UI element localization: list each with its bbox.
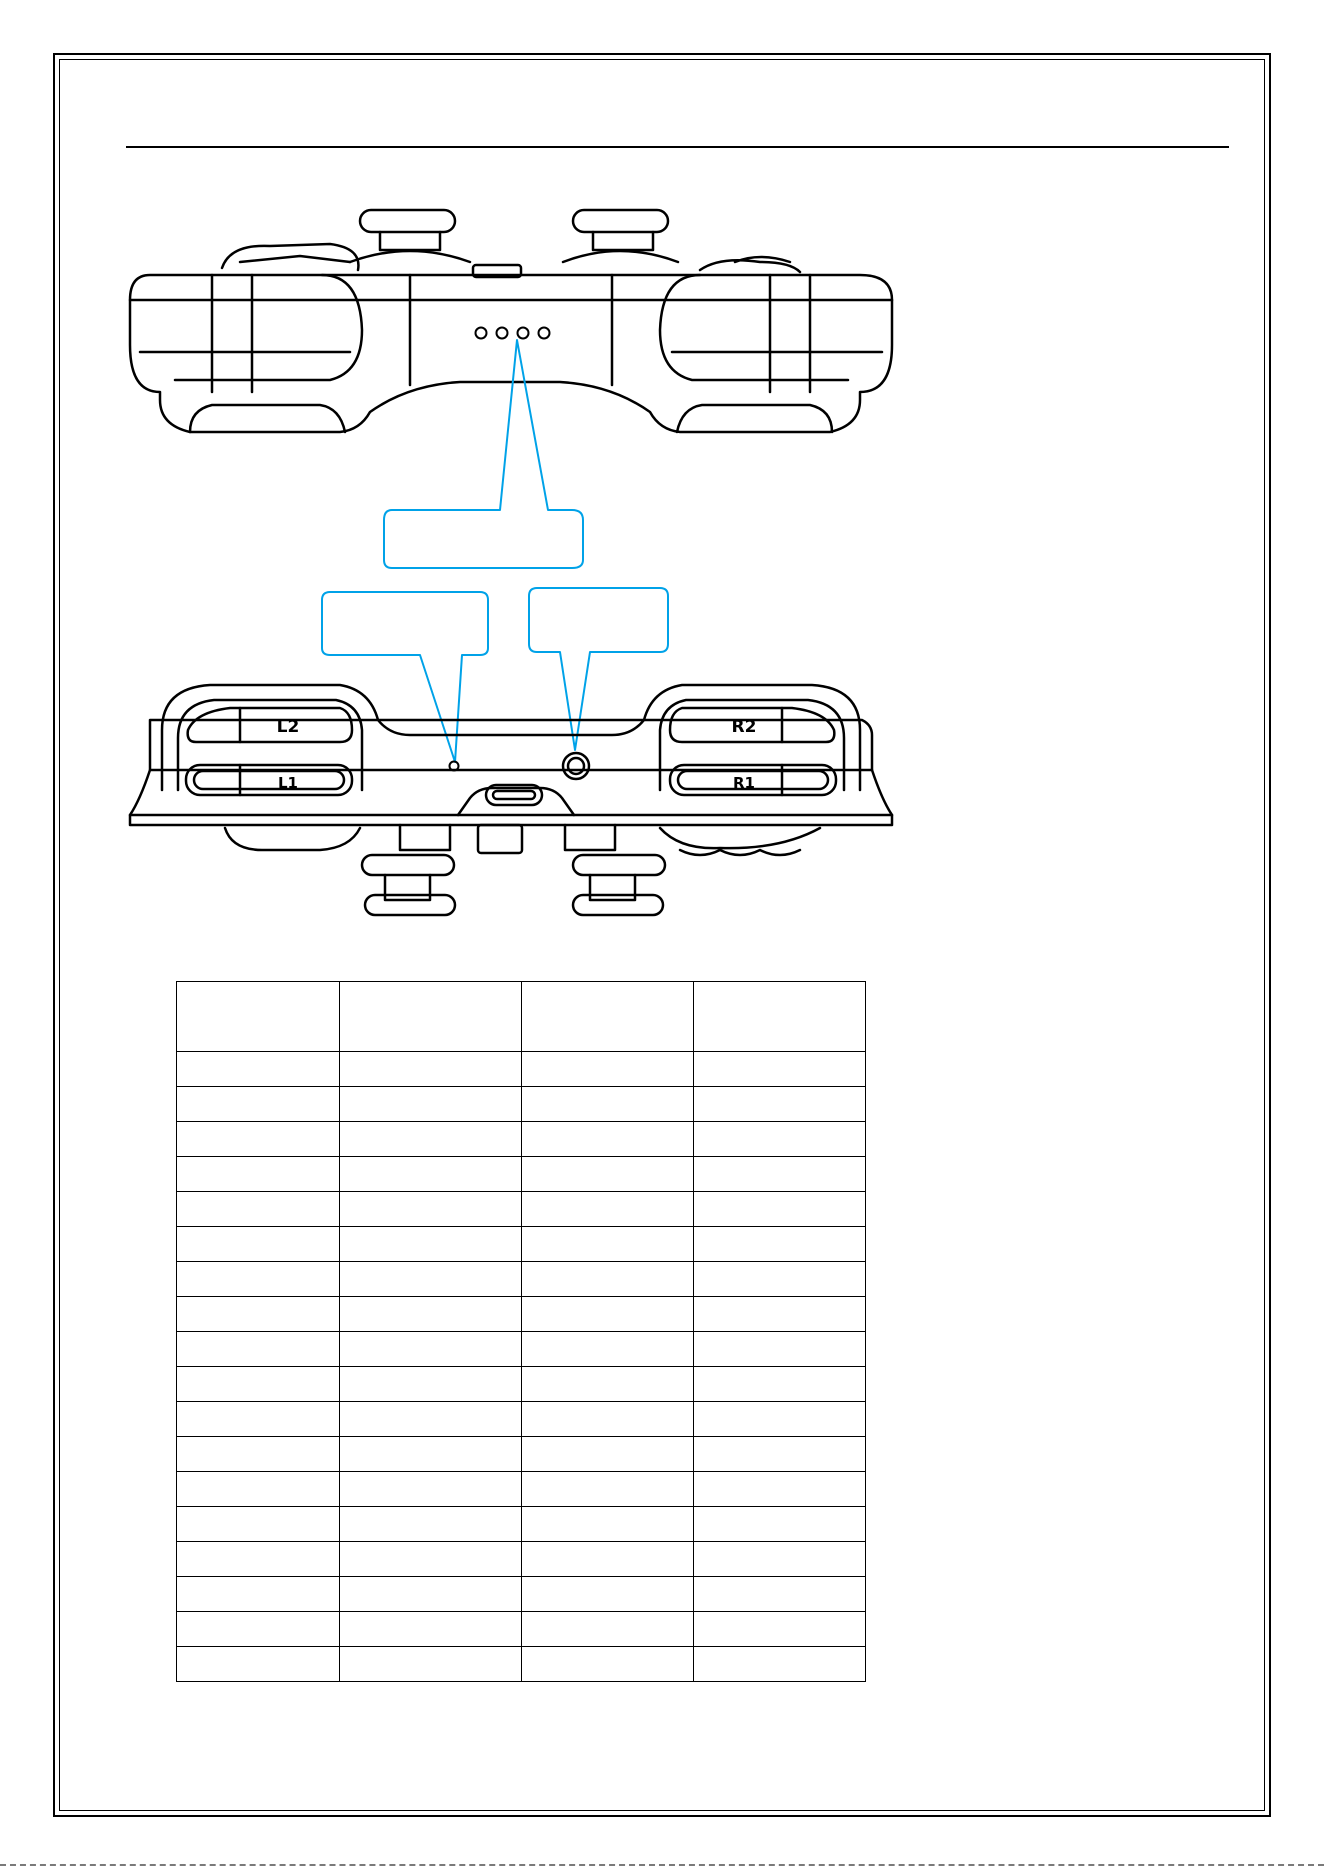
table-cell xyxy=(694,1402,866,1437)
table-row xyxy=(177,1332,866,1367)
table-cell xyxy=(522,1612,694,1647)
table-cell xyxy=(177,1332,340,1367)
l1-label: L1 xyxy=(278,774,298,792)
table-cell xyxy=(340,1577,522,1612)
table-cell xyxy=(694,1052,866,1087)
table-cell xyxy=(340,1157,522,1192)
table-cell xyxy=(177,1612,340,1647)
table-cell xyxy=(522,1647,694,1682)
l2-button[interactable] xyxy=(188,708,352,742)
table-cell xyxy=(177,1507,340,1542)
table-cell xyxy=(177,1227,340,1262)
table-row xyxy=(177,1367,866,1402)
table-cell xyxy=(177,1192,340,1227)
table-cell xyxy=(177,1402,340,1437)
bottom-left-thumbstick xyxy=(362,825,455,915)
table-cell xyxy=(694,1087,866,1122)
r1-label: R1 xyxy=(733,774,755,792)
table-cell xyxy=(694,1472,866,1507)
table-cell xyxy=(694,1612,866,1647)
table-cell xyxy=(177,1437,340,1472)
bottom-right-thumbstick xyxy=(565,825,665,915)
table-row xyxy=(177,1227,866,1262)
right-thumbstick xyxy=(563,210,678,262)
table-cell xyxy=(177,1122,340,1157)
spec-table xyxy=(176,981,866,1682)
callouts xyxy=(322,340,668,762)
table-row xyxy=(177,1122,866,1157)
bottom-right-buttons xyxy=(660,828,820,848)
table-cell xyxy=(694,1647,866,1682)
table-cell xyxy=(522,1472,694,1507)
table-row xyxy=(177,1192,866,1227)
table-cell xyxy=(177,1647,340,1682)
callout-headset-jack xyxy=(529,588,668,750)
led-indicators xyxy=(476,328,550,339)
table-cell xyxy=(522,1542,694,1577)
table-header-row xyxy=(177,982,866,1052)
table-cell xyxy=(522,1332,694,1367)
table-cell xyxy=(522,1437,694,1472)
table-cell xyxy=(694,1122,866,1157)
callout-mic-hole xyxy=(322,592,488,762)
table-cell xyxy=(694,1507,866,1542)
table-cell xyxy=(522,1577,694,1612)
led-1 xyxy=(476,328,487,339)
table-row xyxy=(177,1402,866,1437)
usb-c-port[interactable] xyxy=(458,785,574,815)
table-cell xyxy=(340,982,522,1052)
table-cell xyxy=(340,1612,522,1647)
table-row xyxy=(177,1262,866,1297)
table-row xyxy=(177,1507,866,1542)
table-row xyxy=(177,1542,866,1577)
table-cell xyxy=(694,1262,866,1297)
table-cell xyxy=(522,982,694,1052)
table-cell xyxy=(340,1087,522,1122)
table-cell xyxy=(340,1332,522,1367)
table-cell xyxy=(522,1507,694,1542)
table-cell xyxy=(522,1122,694,1157)
bottom-left-buttons xyxy=(225,828,360,850)
table-row xyxy=(177,1297,866,1332)
table-row xyxy=(177,1647,866,1682)
table-cell xyxy=(694,1367,866,1402)
table-cell xyxy=(522,1087,694,1122)
table-cell xyxy=(177,1262,340,1297)
table-cell xyxy=(177,1087,340,1122)
table-cell xyxy=(340,1262,522,1297)
right-face-buttons xyxy=(700,260,800,272)
table-row xyxy=(177,1052,866,1087)
callout-led-indicators xyxy=(384,340,583,568)
table-cell xyxy=(177,1472,340,1507)
table-cell xyxy=(177,1577,340,1612)
table-cell xyxy=(694,1227,866,1262)
table-cell xyxy=(177,1367,340,1402)
table-row xyxy=(177,1437,866,1472)
table-cell xyxy=(522,1227,694,1262)
table-cell xyxy=(177,1297,340,1332)
table-cell xyxy=(694,1192,866,1227)
table-cell xyxy=(522,1262,694,1297)
table-cell xyxy=(340,1122,522,1157)
table-cell xyxy=(522,1192,694,1227)
headset-jack[interactable] xyxy=(563,753,589,779)
table-cell xyxy=(694,1577,866,1612)
led-4 xyxy=(539,328,550,339)
table-row xyxy=(177,1157,866,1192)
table-row xyxy=(177,1472,866,1507)
table-cell xyxy=(340,1297,522,1332)
table-cell xyxy=(522,1157,694,1192)
table-cell xyxy=(340,1192,522,1227)
table-cell xyxy=(177,1157,340,1192)
table-cell xyxy=(340,1402,522,1437)
table-cell xyxy=(340,1507,522,1542)
page-cut-line xyxy=(0,1864,1324,1866)
gamepad-bottom-view xyxy=(130,685,892,915)
table-cell xyxy=(340,1052,522,1087)
bottom-center-bump xyxy=(478,825,522,853)
left-thumbstick xyxy=(350,210,470,262)
table-cell xyxy=(340,1437,522,1472)
table-cell xyxy=(694,1332,866,1367)
table-cell xyxy=(340,1472,522,1507)
table-cell xyxy=(177,1052,340,1087)
table-row xyxy=(177,1612,866,1647)
table-cell xyxy=(522,1052,694,1087)
table-cell xyxy=(694,1157,866,1192)
table-row xyxy=(177,1087,866,1122)
r2-label: R2 xyxy=(731,717,757,737)
table-cell xyxy=(340,1367,522,1402)
table-cell xyxy=(340,1647,522,1682)
table-cell xyxy=(694,1542,866,1577)
table-row xyxy=(177,1577,866,1612)
table-cell xyxy=(694,1437,866,1472)
l2-label: L2 xyxy=(276,717,300,737)
table-cell xyxy=(340,1542,522,1577)
table-cell xyxy=(522,1402,694,1437)
led-2 xyxy=(497,328,508,339)
table-cell xyxy=(522,1297,694,1332)
table-cell xyxy=(694,982,866,1052)
led-3 xyxy=(518,328,529,339)
table-cell xyxy=(340,1227,522,1262)
table-cell xyxy=(177,1542,340,1577)
table-cell xyxy=(522,1367,694,1402)
table-cell xyxy=(694,1297,866,1332)
table-cell xyxy=(177,982,340,1052)
